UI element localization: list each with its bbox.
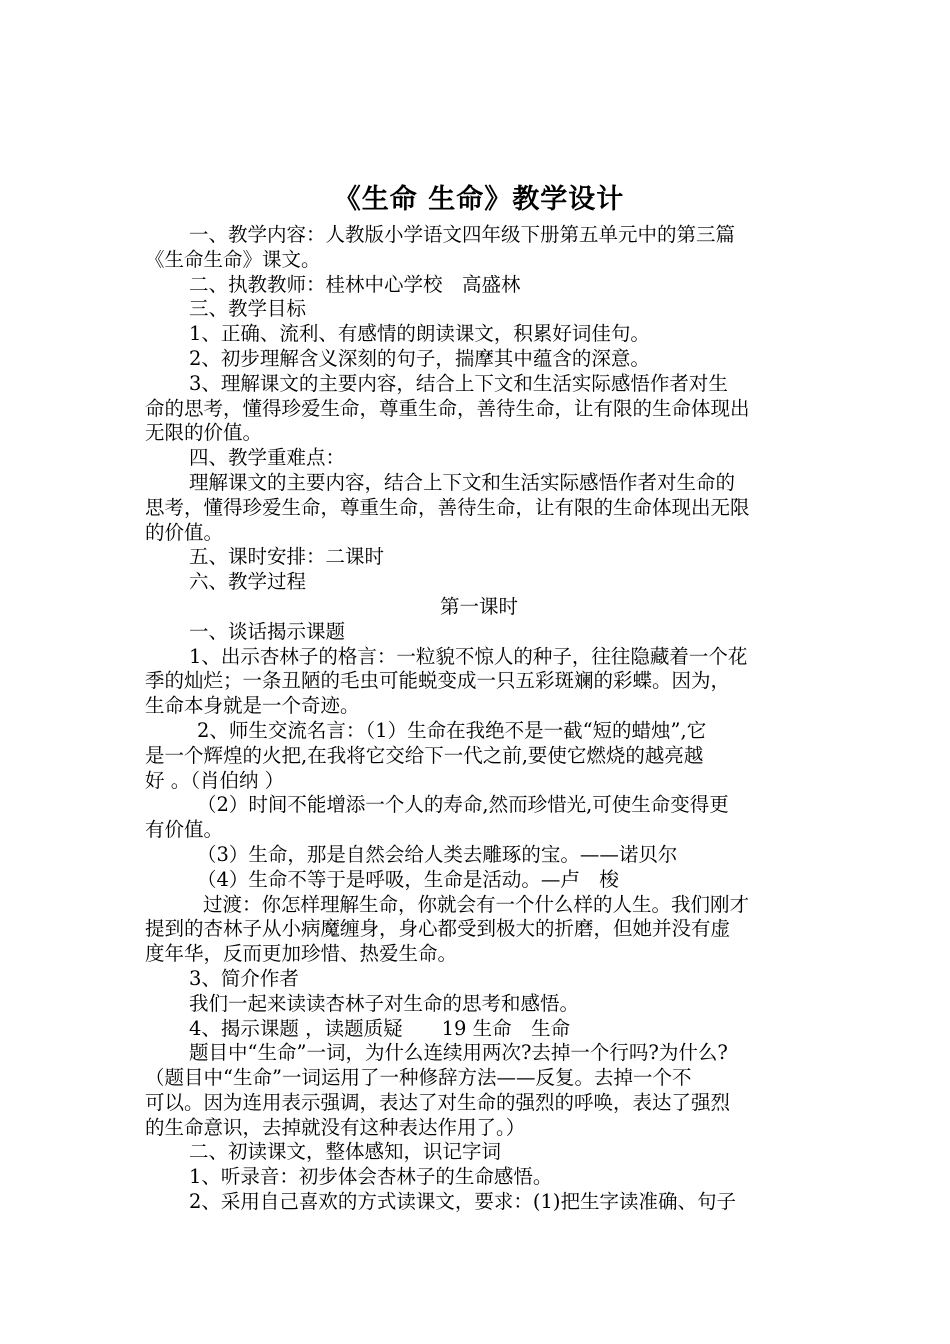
text-line: 季的灿烂；一条丑陋的毛虫可能蜕变成一只五彩斑斓的彩蝶。因为， (145, 669, 731, 693)
text-line: 《生命生命》课文。 (145, 247, 321, 271)
text-line: 度年华，反而更加珍惜、热爱生命。 (145, 942, 458, 966)
text-line: （4）生命不等于是呼吸，生命是活动。—卢 梭 (197, 867, 619, 891)
section-heading: 第一课时 (439, 594, 518, 618)
text-line: 的生命意识，去掉就没有这种表达作用了。） (145, 1115, 526, 1139)
text-line: 1、正确、流利、有感情的朗读课文，积累好词佳句。 (189, 322, 650, 346)
text-line: 3、简介作者 (189, 966, 299, 990)
text-line: 一、教学内容：人教版小学语文四年级下册第五单元中的第三篇 (189, 223, 736, 246)
text-line: 三、教学目标 (189, 297, 307, 321)
text-line: 1、听录音：初步体会杏林子的生命感悟。 (189, 1165, 553, 1189)
text-line: 1、出示杏林子的格言：一粒貌不惊人的种子，往往隐藏着一个花 (189, 644, 748, 668)
text-line: 无限的价值。 (145, 421, 263, 445)
text-line: 生命本身就是一个奇迹。 (145, 694, 360, 718)
text-line: 可以。因为连用表示强调，表达了对生命的强烈的呼唤，表达了强烈 (145, 1090, 731, 1114)
text-line: 思考，懂得珍爱生命，尊重生命，善待生命，让有限的生命体现出无限 (145, 495, 750, 519)
text-line: 我们一起来读读杏林子对生命的思考和感悟。 (189, 991, 580, 1015)
text-line: 二、初读课文，整体感知，识记字词 (189, 1140, 502, 1164)
text-line: 理解课文的主要内容，结合上下文和生活实际感悟作者对生命的 (189, 470, 736, 494)
text-line: 2、师生交流名言：（1）生命在我绝不是一截“短的蜡烛”,它 (197, 718, 707, 742)
text-line: 好 。（肖伯纳 ） (145, 768, 285, 792)
text-line: （题目中“生命”一词运用了一种修辞方法——反复。去掉一个不 (145, 1066, 692, 1090)
text-line: 命的思考，懂得珍爱生命，尊重生命，善待生命，让有限的生命体现出 (145, 396, 750, 420)
text-line: 五、课时安排：二课时 (189, 545, 385, 569)
text-line: 有价值。 (145, 818, 224, 842)
text-line: 提到的杏林子从小病魔缠身，身心都受到极大的折磨，但她并没有虚 (145, 917, 731, 941)
text-line: 一、谈话揭示课题 (189, 619, 346, 643)
text-line: 2、初步理解含义深刻的句子，揣摩其中蕴含的深意。 (189, 346, 650, 370)
text-line: 四、教学重难点： (189, 446, 346, 470)
text-line: （2）时间不能增添一个人的寿命,然而珍惜光,可使生命变得更 (197, 793, 729, 817)
text-line: 六、教学过程 (189, 570, 307, 594)
text-line: 过渡：你怎样理解生命，你就会有一个什么样的人生。我们刚才 (203, 892, 750, 916)
text-line: （3）生命，那是自然会给人类去雕琢的宝。——诺贝尔 (197, 842, 678, 866)
text-line: 4、揭示课题 ，读题质疑 19 生命 生命 (189, 1016, 571, 1040)
text-line: 题目中“生命”一词，为什么连续用两次?去掉一个行吗?为什么? (189, 1041, 728, 1065)
document-page (145, 180, 813, 1215)
text-line: 是一个辉煌的火把,在我将它交给下一代之前,要使它燃烧的越亮越 (145, 743, 704, 767)
text-line: 3、理解课文的主要内容，结合上下文和生活实际感悟作者对生 (189, 371, 728, 395)
text-line: 二、执教教师：桂林中心学校 高盛林 (189, 272, 521, 296)
text-line: 的价值。 (145, 520, 224, 544)
document-title: 《生命 生命》教学设计 (333, 184, 625, 215)
text-line: 2、采用自己喜欢的方式读课文，要求：(1)把生字读准确、句子 (189, 1190, 737, 1214)
